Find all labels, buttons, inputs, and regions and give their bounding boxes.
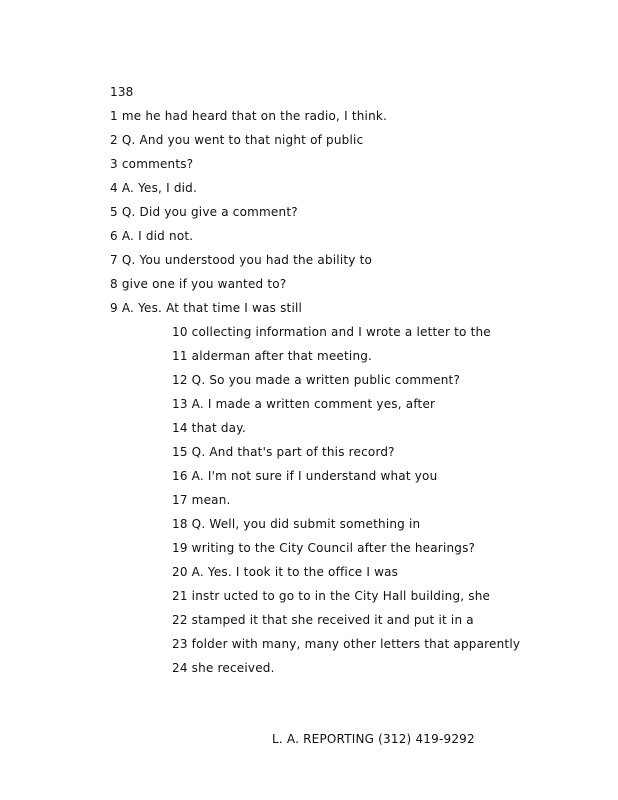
transcript-line-10: 10 collecting information and I wrote a letter to the bbox=[172, 325, 491, 339]
transcript-line-9: 9 A. Yes. At that time I was still bbox=[110, 301, 303, 315]
transcript-line-16: 16 A. I'm not sure if I understand what you bbox=[172, 469, 438, 483]
transcript-line-11: 11 alderman after that meeting. bbox=[172, 349, 373, 363]
transcript-line-14: 14 that day. bbox=[172, 421, 246, 435]
transcript-line-3: 3 comments? bbox=[110, 157, 194, 171]
page-number: 138 bbox=[110, 85, 134, 99]
reporter-footer: L. A. REPORTING (312) 419-9292 bbox=[272, 732, 475, 746]
transcript-line-6: 6 A. I did not. bbox=[110, 229, 194, 243]
transcript-line-8: 8 give one if you wanted to? bbox=[110, 277, 287, 291]
transcript-line-17: 17 mean. bbox=[172, 493, 231, 507]
transcript-line-18: 18 Q. Well, you did submit something in bbox=[172, 517, 421, 531]
transcript-line-23: 23 folder with many, many other letters that apparently bbox=[172, 637, 521, 651]
transcript-line-12: 12 Q. So you made a written public comment? bbox=[172, 373, 461, 387]
transcript-line-13: 13 A. I made a written comment yes, after bbox=[172, 397, 436, 411]
transcript-line-5: 5 Q. Did you give a comment? bbox=[110, 205, 298, 219]
transcript-line-20: 20 A. Yes. I took it to the office I was bbox=[172, 565, 399, 579]
transcript-line-22: 22 stamped it that she received it and put it in a bbox=[172, 613, 474, 627]
transcript-line-21: 21 instr ucted to go to in the City Hall building, she bbox=[172, 589, 491, 603]
transcript-line-1: 1 me he had heard that on the radio, I think. bbox=[110, 109, 388, 123]
transcript-line-19: 19 writing to the City Council after the hearings? bbox=[172, 541, 476, 555]
transcript-line-7: 7 Q. You understood you had the ability to bbox=[110, 253, 373, 267]
transcript-line-24: 24 she received. bbox=[172, 661, 275, 675]
transcript-line-2: 2 Q. And you went to that night of public bbox=[110, 133, 364, 147]
transcript-line-15: 15 Q. And that's part of this record? bbox=[172, 445, 395, 459]
transcript-line-4: 4 A. Yes, I did. bbox=[110, 181, 198, 195]
